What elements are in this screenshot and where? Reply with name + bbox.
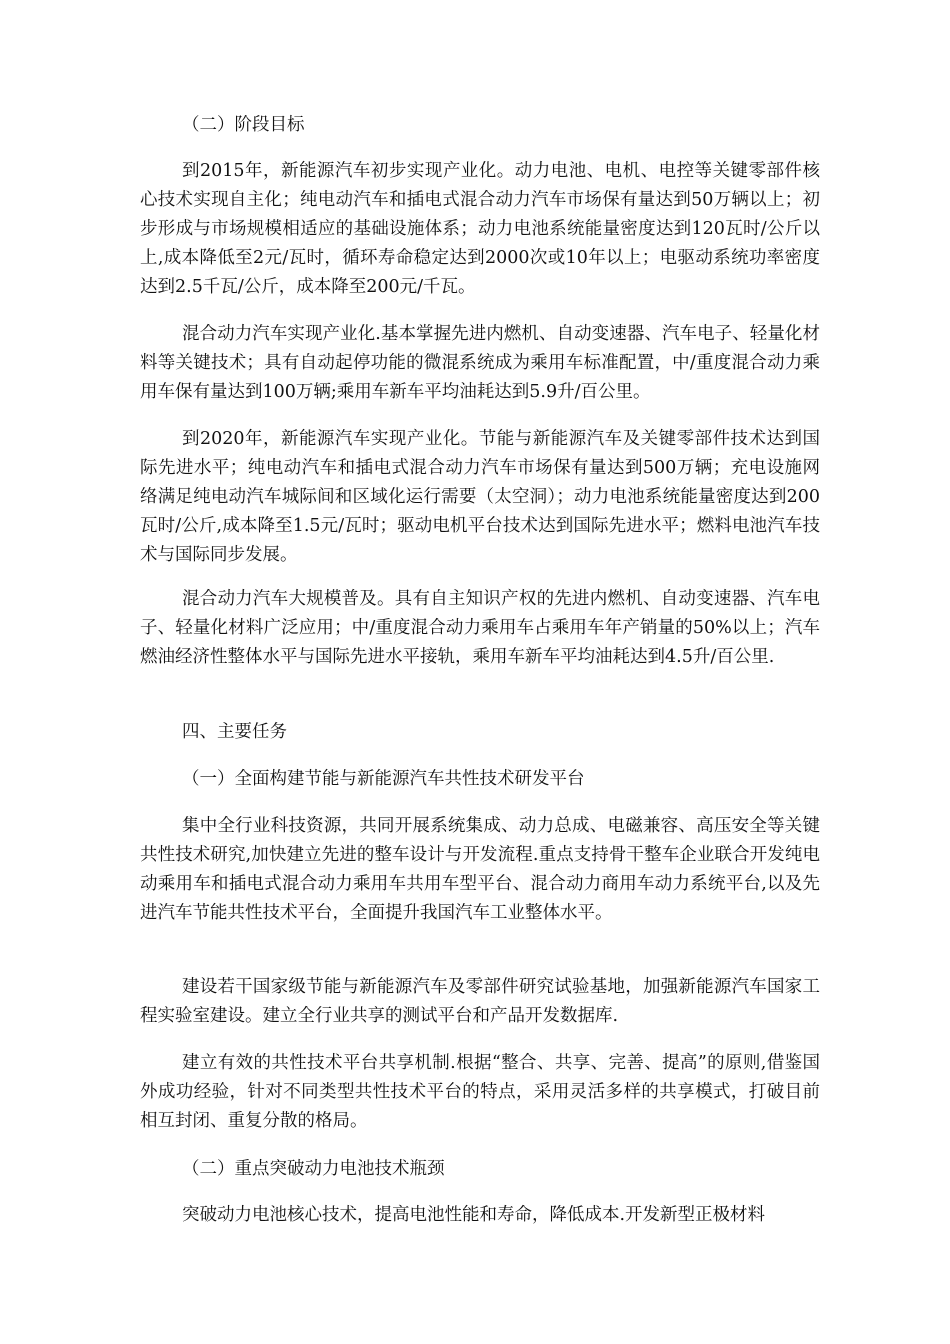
paragraph-2020-goals: 到2020年，新能源汽车实现产业化。节能与新能源汽车及关键零部件技术达到国际先进水平；纯电动汽车和插电式混合动力汽车市场保有量达到500万辆；充电设施网络满足纯电动汽车城际间和区域化运行需要（太空洞）；动力电池系统能量密度达到200瓦时/公斤,成本降至1.5元/瓦时；驱动电机平台技术达到国际先进水平；燃料电池汽车技术与国际同步发展。	[140, 429, 820, 565]
paragraph-concentrate-resources: 集中全行业科技资源，共同开展系统集成、动力总成、电磁兼容、高压安全等关键共性技术研究,加快建立先进的整车设计与开发流程.重点支持骨干整车企业联合开发纯电动乘用车和插电式混合动力乘用车共用车型平台、混合动力商用车动力系统平台,以及先进汽车节能共性技术平台，全面提升我国汽车工业整体水平。	[140, 816, 820, 923]
paragraph-hybrid-industrialization: 混合动力汽车实现产业化.基本掌握先进内燃机、自动变速器、汽车电子、轻量化材料等关键技术；具有自动起停功能的微混系统成为乘用车标准配置，中/重度混合动力乘用车保有量达到100万辆;乘用车新车平均油耗达到5.9升/百公里。	[140, 324, 820, 402]
heading-stage-goals: （二）阶段目标	[182, 115, 305, 135]
heading-battery-bottleneck: （二）重点突破动力电池技术瓶颈	[182, 1159, 445, 1179]
paragraph-sharing-mechanism: 建立有效的共性技术平台共享机制.根据“整合、共享、完善、提高”的原则,借鉴国外成功经验，针对不同类型共性技术平台的特点，采用灵活多样的共享模式，打破目前相互封闭、重复分散的格局。	[140, 1053, 820, 1131]
heading-main-tasks: 四、主要任务	[182, 722, 287, 742]
paragraph-battery-technology: 突破动力电池核心技术，提高电池性能和寿命，降低成本.开发新型正极材料	[182, 1205, 766, 1225]
paragraph-build-test-bases: 建设若干国家级节能与新能源汽车及零部件研究试验基地，加强新能源汽车国家工程实验室建设。建立全行业共享的测试平台和产品开发数据库.	[140, 977, 820, 1026]
paragraph-hybrid-popularization: 混合动力汽车大规模普及。具有自主知识产权的先进内燃机、自动变速器、汽车电子、轻量化材料广泛应用；中/重度混合动力乘用车占乘用车年产销量的50%以上；汽车燃油经济性整体水平与国际先进水平接轨，乘用车新车平均油耗达到4.5升/百公里.	[140, 589, 820, 667]
heading-common-tech-platform: （一）全面构建节能与新能源汽车共性技术研发平台	[182, 769, 585, 789]
paragraph-2015-goals: 到2015年，新能源汽车初步实现产业化。动力电池、电机、电控等关键零部件核心技术实现自主化；纯电动汽车和插电式混合动力汽车市场保有量达到50万辆以上；初步形成与市场规模相适应的基础设施体系；动力电池系统能量密度达到120瓦时/公斤以上,成本降低至2元/瓦时，循环寿命稳定达到2000次或10年以上；电驱动系统功率密度达到2.5千瓦/公斤，成本降至200元/千瓦。	[140, 161, 820, 297]
